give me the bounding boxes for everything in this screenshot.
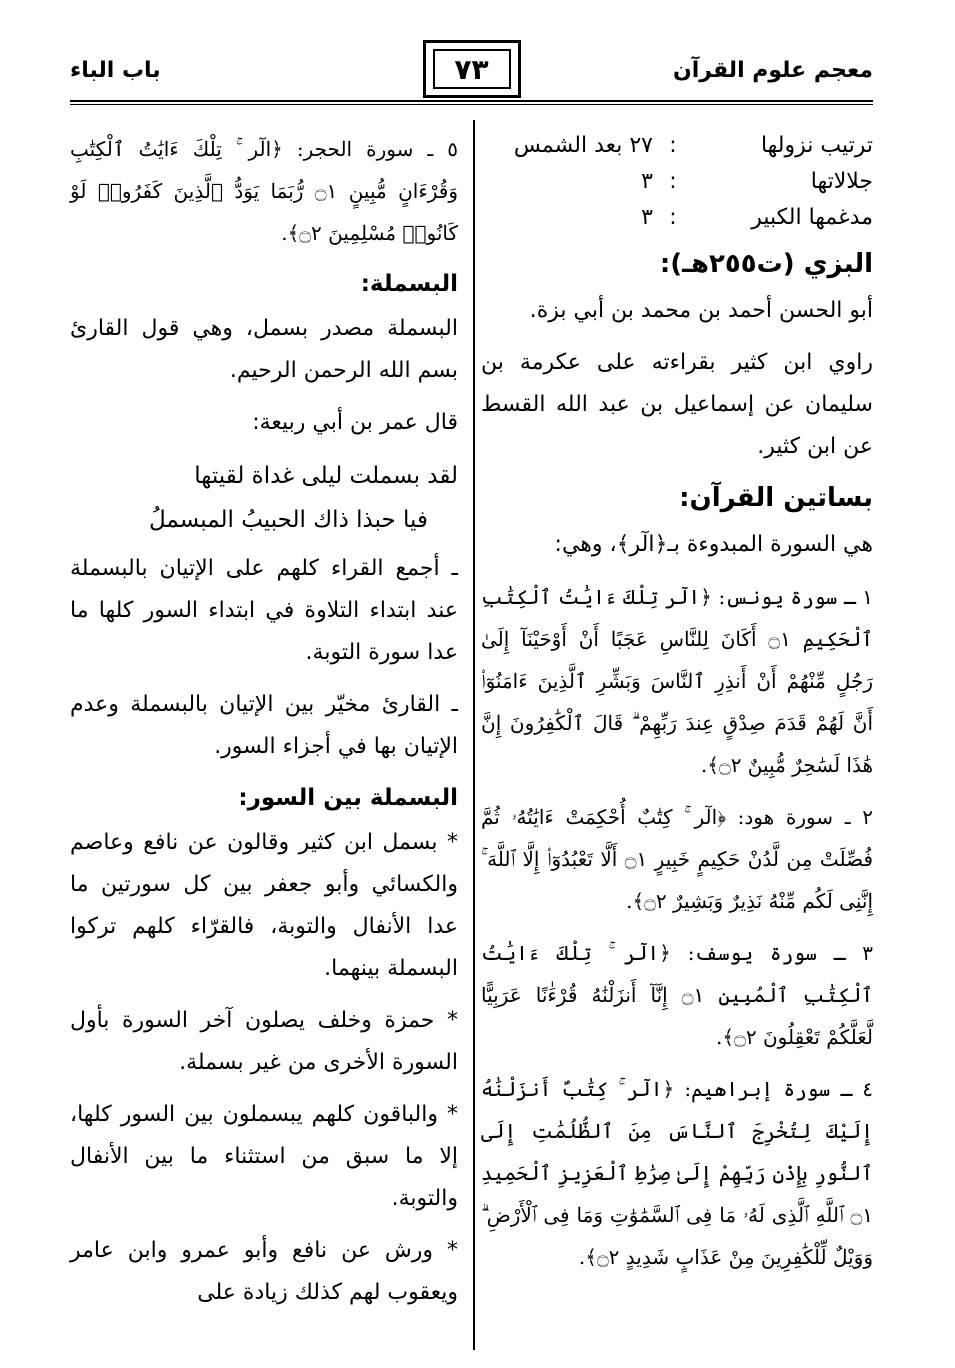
book-title: معجم علوم القرآن [672, 58, 873, 83]
poet-attribution: قال عمر بن أبي ربيعة: [252, 410, 458, 435]
between-suras-item: * بسمل ابن كثير وقالون عن نافع وعاصم والكسائي وأبو جعفر بين كل سورتين ما عدا الأنفال والتوبة، فالقرّاء كلهم تركوا البسملة بينهما. [70, 830, 458, 981]
sura-stats [481, 128, 873, 236]
poem-line: لقد بسملت ليلى غداة لقيتها [194, 463, 458, 489]
left-column [70, 128, 458, 1324]
basmala-definition: البسملة مصدر بسمل، وهي قول القارئ بسم الله الرحمن الرحيم. [70, 316, 458, 383]
between-suras-item: * والباقون كلهم يبسملون بين السور كلها، إلا ما سبق من استثناء ما بين الأنفال والتوبة. [70, 1102, 458, 1211]
stat-label: مدغمها الكبير [751, 205, 873, 230]
stat-separator: : [669, 169, 677, 194]
stat-value: ٣ [641, 169, 653, 194]
basatin-heading: بساتين القرآن: [679, 483, 873, 513]
header-rule [70, 100, 873, 102]
stat-row [481, 128, 873, 164]
basmala-choice: ـ القارئ مخيّر بين الإتيان بالبسملة وعدم الإتيان بها في أجزاء السور. [70, 692, 458, 759]
header-rule-thin [70, 104, 873, 105]
chapter-title: باب الباء [70, 58, 161, 83]
bazzi-heading: البزي (ت٢٥٥هـ): [659, 249, 873, 279]
sura-hijr: ٥ ـ سورة الحجر: ﴿الٓر ۚ تِلْكَ ءَايَٰتُ ٱلْكِتَٰبِ وَقُرْءَانٍ مُّبِينٍ ۝١ رُّبَمَا يَوَدُّ ٱلَّذِينَ كَفَرُوا۟ لَوْ كَانُوا۟ مُسْلِمِينَ ۝٢﴾. [70, 137, 459, 245]
page-header [70, 40, 873, 102]
poem-line: فيا حبذا ذاك الحبيبُ المبسملُ [149, 507, 428, 533]
between-suras-heading: البسملة بين السور: [238, 785, 458, 811]
sura-hud: ٢ ـ سورة هود: ﴿الٓر ۚ كِتَٰبٌ أُحْكِمَتْ ءَايَٰتُهُۥ ثُمَّ فُصِّلَتْ مِن لَّدُنْ حَكِيمٍ خَبِيرٍ ۝١ أَلَّا تَعْبُدُوٓا۟ إِلَّا ٱللَّهَ ۚ إِنَّنِى لَكُم مِّنْهُ نَذِيرٌ وَبَشِيرٌ ۝٢﴾. [481, 805, 873, 913]
sura-yusuf: ٣ ـ سورة يوسف: ﴿الٓر ۚ تِلْكَ ءَايَٰتُ ٱلْكِتَٰبِ ٱلْمُبِينِ ۝١ إِنَّآ أَنزَلْنَٰهُ قُرْءَٰنًا عَرَبِيًّا لَّعَلَّكُمْ تَعْقِلُونَ ۝٢﴾. [481, 941, 874, 1049]
sura-ibrahim: ٤ ـ سورة إبراهيم: ﴿الٓر ۚ كِتَٰبٌ أَنزَلْنَٰهُ إِلَيْكَ لِتُخْرِجَ ٱلنَّاسَ مِنَ ٱلظُّلُمَٰتِ إِلَى ٱلنُّورِ بِإِذْنِ رَبِّهِمْ إِلَىٰ صِرَٰطِ ٱلْعَزِيزِ ٱلْحَمِيدِ ۝١ ٱللَّهِ ٱلَّذِى لَهُۥ مَا فِى ٱلسَّمَٰوَٰتِ وَمَا فِى ٱلْأَرْضِ ۗ وَوَيْلٌ لِّلْكَٰفِرِينَ مِنْ عَذَابٍ شَدِيدٍ ۝٢﴾. [481, 1077, 873, 1269]
bazzi-name: أبو الحسن أحمد بن محمد بن أبي بزة. [529, 298, 873, 323]
basmala-consensus: ـ أجمع القراء كلهم على الإتيان بالبسملة عند ابتداء التلاوة في ابتداء السور كلها ما عدا سورة التوبة. [70, 556, 458, 665]
bazzi-description: راوي ابن كثير بقراءته على عكرمة بن سليمان عن إسماعيل بن عبد الله القسط عن ابن كثير. [481, 350, 873, 459]
stat-label: ترتيب نزولها [760, 133, 873, 158]
stat-value: ٢٧ بعد الشمس [513, 133, 653, 158]
page-number-frame [423, 40, 521, 98]
right-column [481, 128, 873, 1288]
stat-row [481, 164, 873, 200]
stat-separator: : [669, 205, 677, 230]
sura-yunus: ١ ـ سورة يونس: ﴿الٓر تِلْكَ ءَايَٰتُ ٱلْكِتَٰبِ ٱلْحَكِيمِ ۝١ أَكَانَ لِلنَّاسِ عَجَبًا أَنْ أَوْحَيْنَآ إِلَىٰ رَجُلٍ مِّنْهُمْ أَنْ أَنذِرِ ٱلنَّاسَ وَبَشِّرِ ٱلَّذِينَ ءَامَنُوٓا۟ أَنَّ لَهُمْ قَدَمَ صِدْقٍ عِندَ رَبِّهِمْ ۗ قَالَ ٱلْكَٰفِرُونَ إِنَّ هَٰذَا لَسَٰحِرٌ مُّبِينٌ ۝٢﴾. [481, 585, 874, 777]
stat-label: جلالاتها [810, 169, 873, 194]
stat-separator: : [669, 133, 677, 158]
stat-value: ٣ [641, 205, 653, 230]
page-number: ٧٣ [433, 49, 511, 89]
basatin-intro: هي السورة المبدوءة بـ﴿الٓر﴾، وهي: [554, 532, 873, 557]
between-suras-item: * حمزة وخلف يصلون آخر السورة بأول السورة الأخرى من غير بسملة. [70, 1008, 458, 1075]
column-divider [473, 120, 475, 1350]
stat-row [481, 200, 873, 236]
basmala-heading: البسملة: [360, 271, 458, 297]
poem [70, 454, 458, 542]
between-suras-item: * ورش عن نافع وأبو عمرو وابن عامر ويعقوب لهم كذلك زيادة على [70, 1238, 458, 1305]
